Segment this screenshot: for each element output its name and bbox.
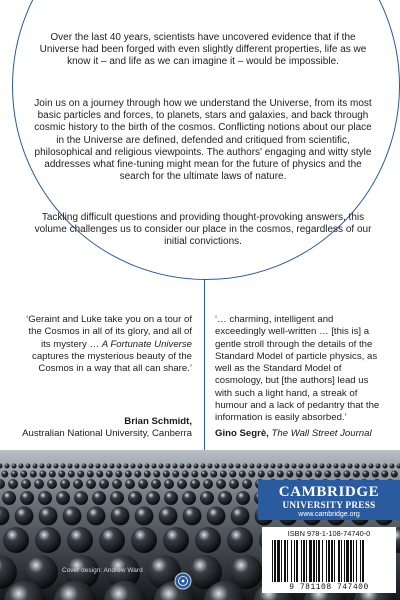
- sphere: [239, 471, 246, 478]
- reviewer-right: [215, 428, 387, 440]
- sphere: [334, 464, 339, 469]
- sphere: [49, 471, 56, 478]
- sphere: [12, 464, 17, 469]
- sphere: [190, 479, 200, 489]
- sphere: [131, 527, 157, 553]
- sphere: [58, 471, 65, 478]
- sphere: [21, 479, 31, 489]
- sphere: [74, 491, 88, 505]
- sphere: [26, 464, 31, 469]
- sphere: [125, 471, 132, 478]
- barcode-bar: [313, 540, 315, 582]
- reviewer-right-publication: The Wall Street Journal: [271, 428, 372, 439]
- barcode-bar: [287, 540, 288, 582]
- sphere: [305, 471, 312, 478]
- sphere: [47, 464, 52, 469]
- barcode-bar: [281, 540, 282, 582]
- sphere: [96, 471, 103, 478]
- sphere: [222, 464, 227, 469]
- barcode-bar: [316, 540, 317, 582]
- sphere: [89, 464, 94, 469]
- sphere: [99, 479, 109, 489]
- barcode-bar: [309, 540, 312, 582]
- barcode-bar: [294, 540, 295, 582]
- barcode-bar: [334, 540, 335, 582]
- sphere: [177, 479, 187, 489]
- sphere: [203, 479, 213, 489]
- review-quote-left: [20, 314, 192, 375]
- quote-left-text-1: ‘Geraint and Luke take you on a tour of the Cosmos in all of its glory, and all of its mystery …: [26, 314, 192, 350]
- barcode-bar: [322, 540, 323, 582]
- sphere: [68, 471, 75, 478]
- sphere: [103, 464, 108, 469]
- sphere: [138, 479, 148, 489]
- sphere: [191, 471, 198, 478]
- sphere: [327, 464, 332, 469]
- sphere: [1, 471, 8, 478]
- sphere: [218, 491, 232, 505]
- sphere: [39, 471, 46, 478]
- sphere: [111, 507, 130, 526]
- sphere: [20, 491, 34, 505]
- barcode-bar: [277, 540, 280, 582]
- barcode-bar: [301, 540, 302, 582]
- barcode-bar: [318, 540, 320, 582]
- barcode-bar: [328, 540, 330, 582]
- sphere: [381, 471, 388, 478]
- sphere: [3, 527, 29, 553]
- sphere: [87, 507, 106, 526]
- sphere: [207, 507, 226, 526]
- sphere: [278, 464, 283, 469]
- sphere: [164, 491, 178, 505]
- sphere: [86, 479, 96, 489]
- barcode-bar: [272, 540, 273, 582]
- sphere: [92, 491, 106, 505]
- reviewer-right-name: Gino Segrè,: [215, 428, 269, 439]
- sphere: [164, 479, 174, 489]
- sphere: [250, 464, 255, 469]
- sphere: [306, 464, 311, 469]
- sphere: [152, 464, 157, 469]
- sphere: [362, 464, 367, 469]
- sphere: [75, 464, 80, 469]
- sphere: [96, 464, 101, 469]
- sphere: [131, 464, 136, 469]
- barcode-bar: [331, 540, 333, 582]
- sphere: [35, 527, 61, 553]
- blurb-paragraph-1: Over the last 40 years, scientists have uncovered evidence that if the Universe had been forged with even slightly different properties, life as we know it – and life as we can imagine it – would be impossible.: [39, 32, 367, 68]
- sphere: [210, 471, 217, 478]
- sphere: [39, 507, 58, 526]
- review-quote-right: ‘… charming, intelligent and exceedingly well-written … [this is] a gentle stroll through the details of the Standard Model of particle physics, as well as the Standard Model of cosmology, but [the authors] lead us with such a light hand, a streak of humour and a lack of pedantry that the information is easily absorbed.’: [215, 314, 380, 424]
- sphere: [166, 464, 171, 469]
- sphere: [128, 491, 142, 505]
- sphere: [341, 464, 346, 469]
- reviewer-left: [20, 416, 192, 441]
- barcode-bar: [344, 540, 345, 582]
- sphere: [163, 471, 170, 478]
- sphere: [11, 471, 18, 478]
- sphere: [146, 491, 160, 505]
- sphere: [159, 464, 164, 469]
- sphere: [229, 479, 239, 489]
- sphere: [153, 471, 160, 478]
- sphere: [19, 464, 24, 469]
- sphere: [145, 464, 150, 469]
- barcode-bar: [303, 540, 305, 582]
- sphere: [15, 507, 34, 526]
- sphere: [2, 491, 16, 505]
- sphere: [182, 491, 196, 505]
- sphere: [54, 464, 59, 469]
- sphere: [99, 527, 125, 553]
- barcode-bar: [356, 540, 357, 582]
- sphere: [201, 464, 206, 469]
- publisher-press: UNIVERSITY PRESS: [282, 500, 376, 510]
- sphere: [229, 471, 236, 478]
- sphere: [313, 464, 318, 469]
- reviewer-left-affiliation: Australian National University, Canberra: [22, 428, 192, 440]
- sphere: [324, 471, 331, 478]
- cover-credit: Cover design: Andrew Ward: [62, 567, 143, 574]
- sphere: [258, 471, 265, 478]
- barcode-bar: [350, 540, 352, 582]
- sphere: [372, 471, 379, 478]
- sphere: [343, 471, 350, 478]
- blurb-paragraph-3: Tackling difficult questions and providing thought-provoking answers, this volume challenges us to consider our place in the cosmos, regardless of our initial convictions.: [34, 212, 372, 248]
- sphere: [151, 479, 161, 489]
- sphere: [163, 527, 189, 553]
- publisher-name: CAMBRIDGE: [278, 484, 380, 500]
- sphere: [87, 471, 94, 478]
- sphere: [292, 464, 297, 469]
- sphere: [183, 507, 202, 526]
- sphere: [242, 479, 252, 489]
- sphere: [173, 464, 178, 469]
- sphere: [299, 464, 304, 469]
- sphere: [63, 507, 82, 526]
- barcode-bar: [362, 540, 364, 582]
- sphere: [271, 464, 276, 469]
- sphere: [362, 471, 369, 478]
- sphere: [236, 491, 250, 505]
- sphere: [73, 479, 83, 489]
- sphere: [215, 464, 220, 469]
- sphere: [20, 471, 27, 478]
- sphere: [144, 471, 151, 478]
- sphere: [390, 464, 395, 469]
- sphere: [106, 471, 113, 478]
- sphere: [200, 491, 214, 505]
- sphere: [61, 464, 66, 469]
- sphere: [285, 464, 290, 469]
- sphere: [220, 471, 227, 478]
- sphere: [34, 479, 44, 489]
- sphere: [264, 464, 269, 469]
- sphere: [112, 479, 122, 489]
- barcode-bar: [291, 540, 292, 582]
- sphere: [38, 491, 52, 505]
- barcode-bar: [326, 540, 327, 582]
- sphere: [236, 464, 241, 469]
- sphere: [194, 464, 199, 469]
- sphere: [296, 471, 303, 478]
- book-title: A Fortunate Universe: [101, 338, 192, 350]
- sphere: [110, 491, 124, 505]
- sphere: [47, 479, 57, 489]
- sphere: [134, 471, 141, 478]
- sphere: [248, 471, 255, 478]
- sphere: [182, 471, 189, 478]
- barcode-icon: [270, 540, 388, 582]
- sphere: [229, 464, 234, 469]
- sphere: [201, 471, 208, 478]
- sphere: [30, 471, 37, 478]
- sphere: [334, 471, 341, 478]
- sphere: [67, 527, 93, 553]
- barcode-bar: [338, 540, 340, 582]
- publisher-url: www.cambridge.org: [298, 511, 360, 518]
- sphere: [40, 464, 45, 469]
- quote-left-text-2: captures the mysterious beauty of the Cosmos in a way that all can share.’: [32, 350, 192, 375]
- sphere: [315, 471, 322, 478]
- sphere: [391, 471, 398, 478]
- barcode-number: 9 781108 747400: [289, 583, 369, 592]
- sphere: [267, 471, 274, 478]
- sphere: [82, 464, 87, 469]
- sphere: [208, 464, 213, 469]
- sphere: [216, 479, 226, 489]
- sphere: [110, 464, 115, 469]
- reviewer-left-name: Brian Schmidt,: [124, 416, 192, 427]
- barcode-bar: [346, 540, 349, 582]
- sphere: [227, 527, 253, 553]
- sphere: [195, 527, 221, 553]
- sphere: [286, 471, 293, 478]
- sphere: [243, 464, 248, 469]
- sphere: [115, 471, 122, 478]
- sphere: [257, 464, 262, 469]
- barcode-bar: [284, 540, 286, 582]
- sphere: [8, 479, 18, 489]
- sphere: [277, 471, 284, 478]
- divider-line: [204, 279, 205, 450]
- sphere: [60, 479, 70, 489]
- sphere: [125, 479, 135, 489]
- sphere: [117, 464, 122, 469]
- isbn-label: ISBN 978-1-108-74740-0: [287, 529, 371, 538]
- sphere: [187, 464, 192, 469]
- barcode-bar: [296, 540, 298, 582]
- barcode-bar: [306, 540, 307, 582]
- sphere: [172, 471, 179, 478]
- sphere: [135, 507, 154, 526]
- sphere: [159, 507, 178, 526]
- sphere: [369, 464, 374, 469]
- sphere: [348, 464, 353, 469]
- barcode-bar: [353, 540, 354, 582]
- blurb-paragraph-2: Join us on a journey through how we understand the Universe, from its most basic particles and forces, to planets, stars and galaxies, and back through cosmic history to the birth of the cosmos. Conflicting notions about our place in the Universe are defined, defended and critiqued from scientific, philosophical and religious viewpoints. The authors' engaging and witty style addresses what fine-tuning might mean for the future of physics and the search for the ultimate laws of nature.: [34, 98, 372, 183]
- emblem-icon: [174, 572, 192, 590]
- sphere: [77, 471, 84, 478]
- sphere: [383, 464, 388, 469]
- sphere: [353, 471, 360, 478]
- sphere: [5, 464, 10, 469]
- sphere: [180, 464, 185, 469]
- sphere: [320, 464, 325, 469]
- barcode-bar: [274, 540, 276, 582]
- sphere: [376, 464, 381, 469]
- sphere: [124, 464, 129, 469]
- barcode-bar: [360, 540, 361, 582]
- sphere: [56, 491, 70, 505]
- sphere: [138, 464, 143, 469]
- sphere: [231, 507, 250, 526]
- sphere: [33, 464, 38, 469]
- sphere: [68, 464, 73, 469]
- barcode-bar: [341, 540, 342, 582]
- sphere: [355, 464, 360, 469]
